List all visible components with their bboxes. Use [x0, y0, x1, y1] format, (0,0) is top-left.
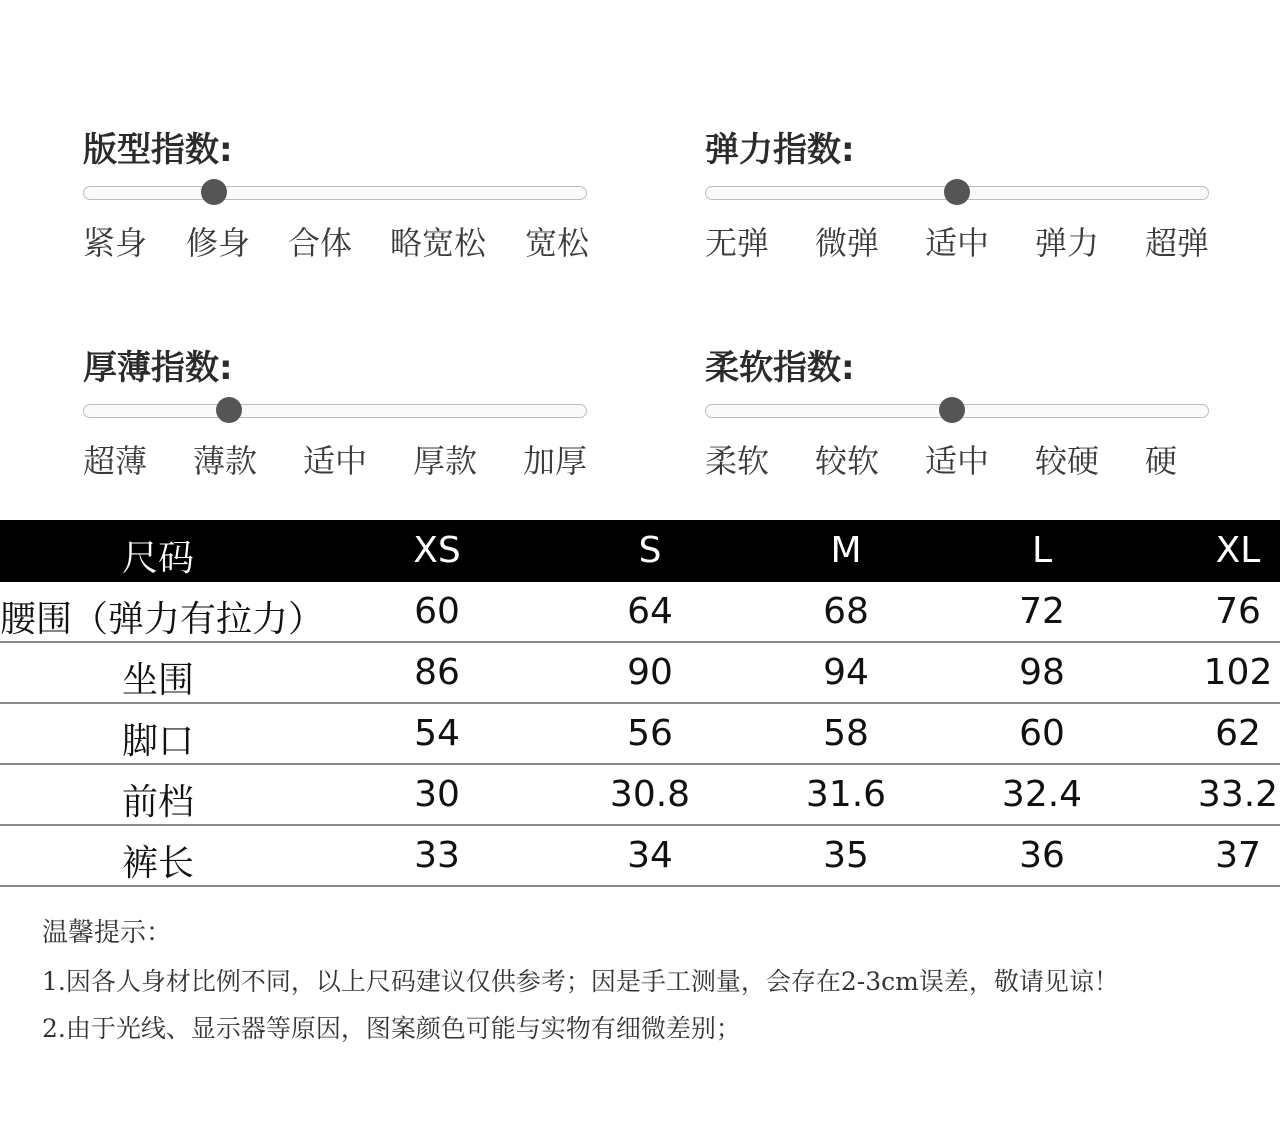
- index-level: 紧身: [83, 224, 148, 262]
- table-row: [0, 826, 1280, 887]
- table-cell: 64: [627, 591, 673, 632]
- header-cell: XS: [413, 530, 461, 571]
- index-level: 修身: [186, 224, 251, 262]
- index-title: 版型指数:: [83, 130, 233, 170]
- table-cell: 72: [1019, 591, 1065, 632]
- table-cell: 90: [627, 652, 673, 693]
- table-cell: 33: [414, 835, 460, 876]
- table-cell: 58: [823, 713, 869, 754]
- table-row: [0, 643, 1280, 704]
- table-cell: 34: [627, 835, 673, 876]
- table-cell: 94: [823, 652, 869, 693]
- index-marker: [939, 397, 965, 423]
- header-cell: M: [830, 530, 862, 571]
- table-cell: 98: [1019, 652, 1065, 693]
- table-cell: 30.8: [609, 774, 691, 815]
- table-cell: 35: [823, 835, 869, 876]
- header-cell: 尺码: [121, 538, 195, 579]
- index-title: 柔软指数:: [705, 348, 855, 388]
- index-title: 厚薄指数:: [83, 348, 233, 388]
- table-cell: 腰围（弹力有拉力）: [0, 599, 325, 640]
- table-cell: 坐围: [121, 660, 195, 701]
- index-level: 超弹: [1145, 224, 1210, 262]
- note-line: 1.因各人身材比例不同，以上尺码建议仅供参考；因是手工测量，会存在2-3cm误差，敬请见谅！: [42, 967, 1119, 996]
- table-cell: 前档: [121, 782, 195, 823]
- index-level: 微弹: [815, 224, 880, 262]
- index-level: 薄款: [193, 442, 258, 480]
- table-cell: 脚口: [121, 721, 195, 762]
- notes-title: 温馨提示：: [42, 918, 173, 948]
- index-track: [83, 186, 587, 200]
- table-cell: 31.6: [805, 774, 887, 815]
- table-cell: 56: [627, 713, 673, 754]
- table-cell: 裤长: [121, 843, 195, 884]
- table-cell: 62: [1215, 713, 1261, 754]
- header-cell: S: [638, 530, 662, 571]
- table-cell: 37: [1215, 835, 1261, 876]
- index-level: 合体: [288, 224, 353, 262]
- index-level: 柔软: [705, 442, 770, 480]
- index-level: 厚款: [413, 442, 478, 480]
- index-level: 适中: [925, 224, 990, 262]
- table-cell: 60: [1019, 713, 1065, 754]
- header-cell: L: [1031, 530, 1053, 571]
- table-row: [0, 582, 1280, 643]
- index-level: 无弹: [705, 224, 770, 262]
- note-line: 2.由于光线、显示器等原因，图案颜色可能与实物有细微差别；: [42, 1014, 741, 1043]
- index-level: 略宽松: [390, 224, 487, 262]
- table-cell: 33.2: [1197, 774, 1279, 815]
- table-cell: 102: [1203, 652, 1273, 693]
- header-cell: XL: [1215, 530, 1261, 571]
- index-level: 适中: [303, 442, 368, 480]
- table-header-row: [0, 520, 1280, 582]
- table-cell: 32.4: [1001, 774, 1083, 815]
- table-cell: 60: [414, 591, 460, 632]
- index-level: 硬: [1145, 442, 1178, 480]
- table-cell: 30: [414, 774, 460, 815]
- table-cell: 76: [1215, 591, 1261, 632]
- index-level: 加厚: [523, 442, 588, 480]
- table-cell: 86: [414, 652, 460, 693]
- index-level: 适中: [925, 442, 990, 480]
- index-marker: [216, 397, 242, 423]
- index-title: 弹力指数:: [705, 130, 855, 170]
- index-marker: [201, 179, 227, 205]
- index-track: [83, 404, 587, 418]
- table-row: [0, 765, 1280, 826]
- table-row: [0, 704, 1280, 765]
- table-cell: 36: [1019, 835, 1065, 876]
- index-level: 宽松: [525, 224, 590, 262]
- index-marker: [944, 179, 970, 205]
- index-level: 较软: [815, 442, 880, 480]
- index-level: 较硬: [1035, 442, 1100, 480]
- index-level: 弹力: [1035, 224, 1100, 262]
- table-cell: 54: [414, 713, 460, 754]
- table-cell: 68: [823, 591, 869, 632]
- index-level: 超薄: [83, 442, 148, 480]
